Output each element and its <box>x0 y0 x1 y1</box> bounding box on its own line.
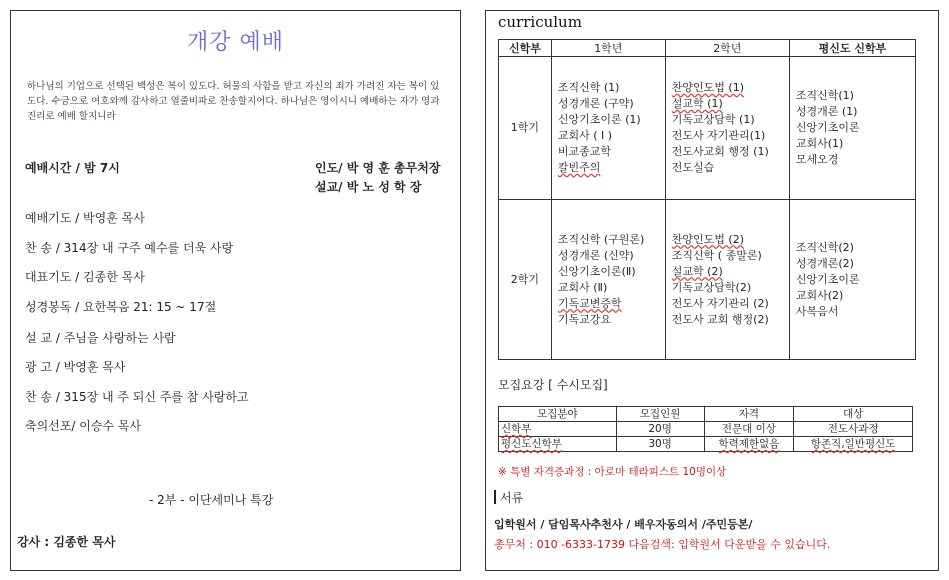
course: 교회사(2) <box>795 288 844 302</box>
semester-label: 1학기 <box>499 57 552 200</box>
course: 신앙기초이론(Ⅱ) <box>557 264 636 278</box>
curriculum-table <box>498 39 916 360</box>
course: 기독교변증학 <box>557 296 622 310</box>
text-cursor-bar <box>494 490 496 504</box>
page-title: 개강 예배 <box>186 30 284 55</box>
intro-paragraph: 하나님의 기업으로 선택된 백성은 복이 있도다. 허물의 사함을 받고 자신의 죄가 가려진 자는 복이 있도다. 수금으로 여호와께 감사하고 열줄비파로 찬송할지어다. 하나님은 영이시니 예배하는 자가 영과 진리로 예배 할지니라 <box>27 81 440 122</box>
service-time: 예배시간 / 밤 7시 <box>25 161 120 175</box>
worship-panel <box>10 10 461 571</box>
table-cell: 학력제한없음 <box>704 437 794 452</box>
curriculum-panel <box>485 10 939 571</box>
course: 신앙기초이론 (1) <box>557 113 641 126</box>
documents-heading <box>494 489 523 506</box>
recruit-header: 대상 <box>794 407 913 422</box>
table-cell: 평신도신학부 <box>499 437 617 452</box>
table-cell: 항존직,일반평신도 <box>794 437 913 452</box>
table-row <box>499 422 913 437</box>
course: 기독교상담학 (1) <box>671 113 755 126</box>
recruit-table <box>498 406 913 452</box>
header-year2: 2학년 <box>665 40 789 57</box>
course: 전도실습 <box>671 161 715 174</box>
course: 조직신학 ( 종말론) <box>671 248 762 262</box>
table-cell: 20명 <box>616 422 704 437</box>
course: 교회사(1) <box>795 137 844 150</box>
table-header-row <box>499 407 913 422</box>
documents-title: 서류 <box>500 491 524 505</box>
course: 전도사 자기관리 (2) <box>671 296 769 310</box>
course: 기독교상담학(2) <box>671 280 752 294</box>
year1-courses <box>551 200 665 360</box>
order-item: 축의선포/ 이승수 목사 <box>25 419 142 433</box>
year1-courses <box>551 57 665 200</box>
table-row <box>499 437 913 452</box>
order-item: 예배기도 / 박영훈 목사 <box>25 211 145 225</box>
course: 성경개론 (구약) <box>557 97 634 110</box>
course: 찬양인도법 (2) <box>671 232 744 246</box>
part2-heading: - 2부 - 이단세미나 특강 <box>149 493 274 507</box>
course: 기독교강요 <box>557 312 612 326</box>
course: 성경개론 (1) <box>795 105 858 118</box>
year2-courses <box>665 57 789 200</box>
recruit-header: 모집인원 <box>616 407 704 422</box>
course: 신앙기초이론 <box>795 272 860 286</box>
header-year1: 1학년 <box>551 40 665 57</box>
documents-list: 입학원서 / 담임목사추천사 / 배우자동의서 /주민등본/ <box>494 518 753 531</box>
course: 교회사 (Ⅱ) <box>557 280 608 294</box>
contact-line: 총무처 : 010 -6333-1739 다음검색: 입학원서 다운받을 수 있습니다. <box>494 538 831 551</box>
course: 신앙기초이론 <box>795 121 860 134</box>
order-item: 찬 송 / 314장 내 구주 예수를 더욱 사랑 <box>25 241 234 255</box>
table-header-row <box>499 40 916 57</box>
course: 비교종교학 <box>557 145 612 158</box>
course: 조직신학(1) <box>795 89 854 102</box>
course: 칼빈주의 <box>557 161 601 174</box>
course: 교회사 ( I ) <box>557 129 613 142</box>
service-leader: 인도/ 박 영 훈 총무처장 <box>315 161 441 175</box>
lay-courses <box>789 57 915 200</box>
table-cell: 전문대 이상 <box>704 422 794 437</box>
course: 전도사교회 행정 (1) <box>671 145 769 158</box>
table-cell: 전도사과정 <box>794 422 913 437</box>
header-department: 신학부 <box>499 40 552 57</box>
special-course-notice: ※ 특별 자격증과정 : 아로마 테라피스트 10명이상 <box>498 466 727 478</box>
order-item: 대표기도 / 김종한 목사 <box>25 270 145 284</box>
recruit-header: 자격 <box>704 407 794 422</box>
table-cell: 30명 <box>616 437 704 452</box>
course: 성경개론 (신약) <box>557 248 634 262</box>
course: 전도사 교회 행정(2) <box>671 312 769 326</box>
lay-courses <box>789 200 915 360</box>
course: 조직신학 (구원론) <box>557 232 645 246</box>
course: 전도사 자기관리(1) <box>671 129 766 142</box>
course: 찬양인도법 (1) <box>671 81 744 94</box>
recruit-title: 모집요강 [ 수시모집] <box>498 378 608 392</box>
course: 설교학 (2) <box>671 264 723 278</box>
table-row <box>499 200 916 360</box>
course: 성경개론(2) <box>795 256 854 270</box>
recruit-header: 모집분야 <box>499 407 617 422</box>
curriculum-title: curriculum <box>498 13 582 31</box>
semester-label: 2학기 <box>499 200 552 360</box>
table-row <box>499 57 916 200</box>
year2-courses <box>665 200 789 360</box>
course: 설교학 (1) <box>671 97 723 110</box>
order-item: 성경봉독 / 요한복음 21: 15 ~ 17절 <box>25 300 217 314</box>
course: 모세오경 <box>795 153 839 166</box>
header-lay: 평신도 신학부 <box>789 40 915 57</box>
course: 조직신학(2) <box>795 240 854 254</box>
course: 사복음서 <box>795 304 839 318</box>
speaker-line: 강사 : 김종한 목사 <box>17 535 116 549</box>
course: 조직신학 (1) <box>557 81 620 94</box>
sermon-preacher: 설교/ 박 노 성 학 장 <box>315 180 422 194</box>
order-item: 찬 송 / 315장 내 주 되신 주를 참 사랑하고 <box>25 390 249 404</box>
order-item: 광 고 / 박영훈 목사 <box>25 360 126 374</box>
order-item: 설 교 / 주님을 사랑하는 사람 <box>25 331 176 345</box>
table-cell: 신학부 <box>499 422 617 437</box>
